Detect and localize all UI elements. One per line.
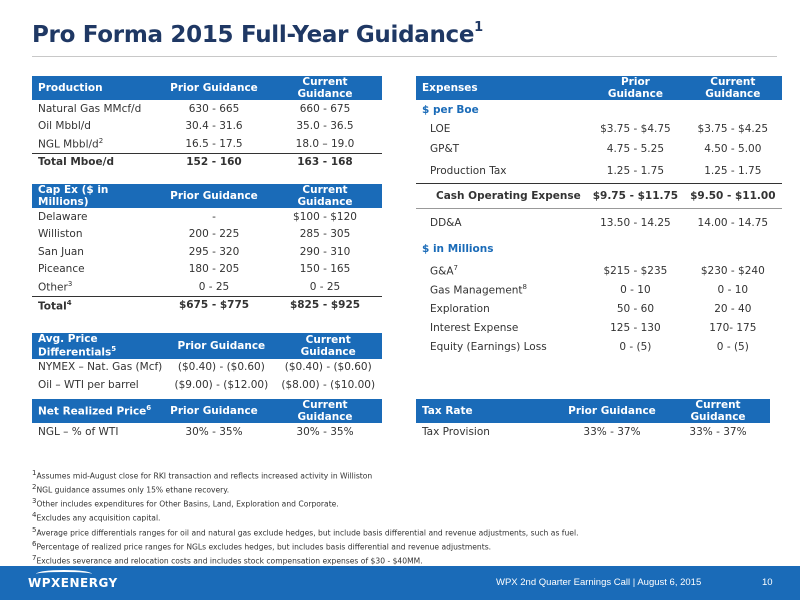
- current-value: 14.00 - 14.75: [684, 209, 781, 238]
- prior-value: ($0.40) - ($0.60): [177, 361, 265, 374]
- prior-value: 200 - 225: [188, 228, 240, 241]
- prior-value: 0 - 10: [620, 283, 651, 296]
- prior-value: 0 - (5): [619, 340, 652, 353]
- prior-value: 152 - 160: [160, 153, 268, 171]
- capex-table: [32, 184, 382, 314]
- current-value: 20 - 40: [714, 302, 752, 315]
- prior-value: $215 - $235: [603, 264, 668, 277]
- row-label: San Juan: [38, 245, 84, 258]
- row-label: Exploration: [430, 302, 490, 315]
- prior-value: $675 - $775: [160, 296, 268, 314]
- header-cell: Tax Rate: [416, 399, 558, 423]
- table-row: [32, 226, 382, 244]
- row-label: GP&T: [430, 143, 460, 155]
- row-label: Natural Gas MMcf/d: [38, 102, 142, 115]
- table-row: [32, 261, 382, 279]
- current-value: 285 - 305: [299, 228, 351, 241]
- table-header: [32, 399, 382, 423]
- prior-value: 50 - 60: [616, 302, 654, 315]
- footnote: $^7$Excludes severance and relocation costs and includes stock compensation expenses of $30 - $40MM.: [32, 553, 423, 566]
- row-label: Delaware: [38, 210, 88, 223]
- row-label: $G\&A^7$: [430, 263, 458, 278]
- current-value: 30% - 35%: [296, 425, 354, 438]
- prior-value: 30.4 - 31.6: [185, 120, 243, 133]
- prior-value: $3.75 - $4.75: [600, 123, 671, 135]
- header-cell: Prior Guidance: [587, 76, 684, 100]
- page-title: Pro Forma 2015 Full-Year Guidance$^1$: [32, 20, 483, 48]
- prior-value: 1.25 - 1.75: [606, 165, 665, 177]
- section-header: [416, 237, 782, 261]
- table-row: [32, 208, 382, 226]
- header-cell: Current Guidance: [268, 399, 382, 423]
- title-footnote-ref: 1: [474, 20, 483, 36]
- prior-value: 16.5 - 17.5: [185, 137, 243, 150]
- current-value: 0 - (5): [716, 340, 749, 353]
- current-value: 4.50 - 5.00: [704, 143, 762, 155]
- prior-value: $9.75 - $11.75: [587, 184, 684, 209]
- row-label: Piceance: [38, 263, 85, 276]
- table-row: [416, 139, 782, 159]
- header-cell: Current Guidance: [268, 76, 382, 100]
- row-label: LOE: [430, 123, 451, 135]
- prior-value: 295 - 320: [188, 245, 240, 258]
- footnote: $^5$Average price differentials ranges for oil and natural gas exclude hedges, but include basis differential and revenue adjustments, such as fuel.: [32, 525, 579, 538]
- row-label: DD&A: [416, 209, 587, 238]
- table-header: [32, 184, 382, 208]
- table-header: [32, 76, 382, 100]
- net-realized-price-table: [32, 399, 382, 441]
- header-cell: Prior Guidance: [160, 76, 268, 100]
- section-label: $ in Millions: [422, 243, 494, 255]
- row-label: Tax Provision: [422, 425, 490, 438]
- table-row-total: [32, 153, 382, 171]
- footnote: $^4$Excludes any acquisition capital.: [32, 511, 161, 523]
- row-label: Williston: [38, 228, 83, 241]
- current-value: $230 - $240: [700, 264, 765, 277]
- row-label: Oil – WTI per barrel: [38, 378, 139, 391]
- current-value: $3.75 - $4.25: [697, 123, 769, 135]
- prior-value: 180 - 205: [188, 263, 240, 276]
- current-value: 18.0 – 19.0: [295, 137, 355, 150]
- prior-value: 4.75 - 5.25: [606, 143, 665, 155]
- table-row: [416, 423, 770, 441]
- page-number: 10: [762, 577, 773, 588]
- header-cell: Prior Guidance: [160, 399, 268, 423]
- table-row: [416, 209, 782, 238]
- prior-value: -: [212, 210, 216, 223]
- prior-value: 33% - 37%: [583, 425, 641, 438]
- table-row: [32, 359, 382, 377]
- current-value: ($0.40) - ($0.60): [284, 361, 372, 374]
- table-row: [416, 299, 782, 318]
- header-cell: Prior Guidance: [168, 333, 274, 359]
- header-cell: Expenses: [416, 76, 587, 100]
- header-cell: Net Realized Price$^6$: [32, 399, 160, 423]
- current-value: 1.25 - 1.75: [704, 165, 762, 177]
- company-logo: WPXENERGY: [28, 576, 118, 590]
- table-row: [32, 135, 382, 153]
- footer-event-text: WPX 2nd Quarter Earnings Call | August 6, 2015: [496, 577, 702, 588]
- row-label: Total$^4$: [32, 296, 160, 314]
- row-label: Oil Mbbl/d: [38, 120, 91, 133]
- footnote: $^2$NGL guidance assumes only 15% ethane recovery.: [32, 483, 230, 495]
- table-row: [32, 243, 382, 261]
- current-value: 150 - 165: [299, 263, 351, 276]
- header-cell: Current Guidance: [274, 333, 382, 359]
- table-row-total: [32, 296, 382, 314]
- header-cell: Avg. Price Differentials$^5$: [32, 333, 168, 359]
- prior-value: 630 - 665: [188, 102, 240, 115]
- header-cell: Prior Guidance: [558, 399, 666, 423]
- table-header: [416, 399, 770, 423]
- table-row: [32, 376, 382, 394]
- row-label: NGL Mbbl/$d^2$: [38, 137, 104, 151]
- row-label: NYMEX – Nat. Gas (Mcf): [38, 361, 163, 374]
- row-label: NGL – % of WTI: [38, 425, 119, 438]
- prior-value: 0 - 25: [198, 280, 230, 293]
- row-label: Total Mboe/d: [32, 153, 160, 171]
- table-row: [416, 159, 782, 184]
- current-value: 170- 175: [709, 321, 757, 334]
- table-row: [416, 337, 782, 356]
- footnote: $^1$Assumes mid-August close for RKI transaction and reflects increased activity in Williston: [32, 469, 373, 481]
- prior-value: 125 - 130: [610, 321, 661, 334]
- row-label: Production Tax: [430, 165, 507, 177]
- tax-rate-table: [416, 399, 770, 441]
- table-row: [32, 278, 382, 296]
- table-row: [416, 119, 782, 139]
- current-value: 163 - 168: [268, 153, 382, 171]
- table-row-cash-opex: [416, 184, 782, 209]
- footnotes: [32, 468, 654, 581]
- current-value: 660 - 675: [299, 102, 351, 115]
- current-value: 0 - 10: [717, 283, 749, 296]
- header-cell: Cap Ex ($ in Millions): [32, 184, 160, 208]
- current-value: 290 - 310: [299, 245, 351, 258]
- row-label: Cash Operating Expense: [416, 184, 587, 209]
- table-row: [416, 280, 782, 299]
- table-row: [416, 261, 782, 280]
- current-value: $825 - $925: [268, 296, 382, 314]
- current-value: 0 - 25: [309, 280, 341, 293]
- row-label: Other$^3$: [38, 280, 73, 294]
- footnote: $^6$Percentage of realized price ranges for NGLs excludes hedges, but includes basis differential and revenue adjustments.: [32, 539, 492, 552]
- header-cell: Production: [32, 76, 160, 100]
- table-row: [32, 100, 382, 118]
- current-value: 35.0 - 36.5: [296, 120, 354, 133]
- price-differentials-table: [32, 333, 382, 394]
- row-label: Gas Management$^8$: [430, 282, 528, 297]
- logo-arc-icon: [36, 570, 92, 578]
- header-cell: Current Guidance: [684, 76, 781, 100]
- table-row: [416, 318, 782, 337]
- footnote: $^3$Other includes expenditures for Other Basins, Land, Exploration and Corporate.: [32, 497, 339, 509]
- table-row: [32, 118, 382, 136]
- current-value: $100 - $120: [293, 210, 357, 223]
- current-value: $9.50 - $11.00: [684, 184, 781, 209]
- row-label: Interest Expense: [430, 321, 519, 334]
- header-cell: Current Guidance: [666, 399, 770, 423]
- section-header: [416, 100, 782, 119]
- footer-bar: [0, 566, 800, 600]
- table-row: [32, 423, 382, 441]
- current-value: ($8.00) - ($10.00): [281, 378, 376, 391]
- section-label: $ per Boe: [422, 103, 479, 116]
- header-cell: Prior Guidance: [160, 184, 268, 208]
- expenses-table: [416, 76, 782, 356]
- prior-value: 30% - 35%: [185, 425, 243, 438]
- header-cell: Current Guidance: [268, 184, 382, 208]
- title-divider: [32, 56, 777, 57]
- prior-value: 13.50 - 14.25: [587, 209, 684, 238]
- table-header: [416, 76, 782, 100]
- production-table: [32, 76, 382, 171]
- table-header: [32, 333, 382, 359]
- prior-value: ($9.00) - ($12.00): [174, 378, 269, 391]
- row-label: Equity (Earnings) Loss: [430, 340, 547, 353]
- current-value: 33% - 37%: [689, 425, 747, 438]
